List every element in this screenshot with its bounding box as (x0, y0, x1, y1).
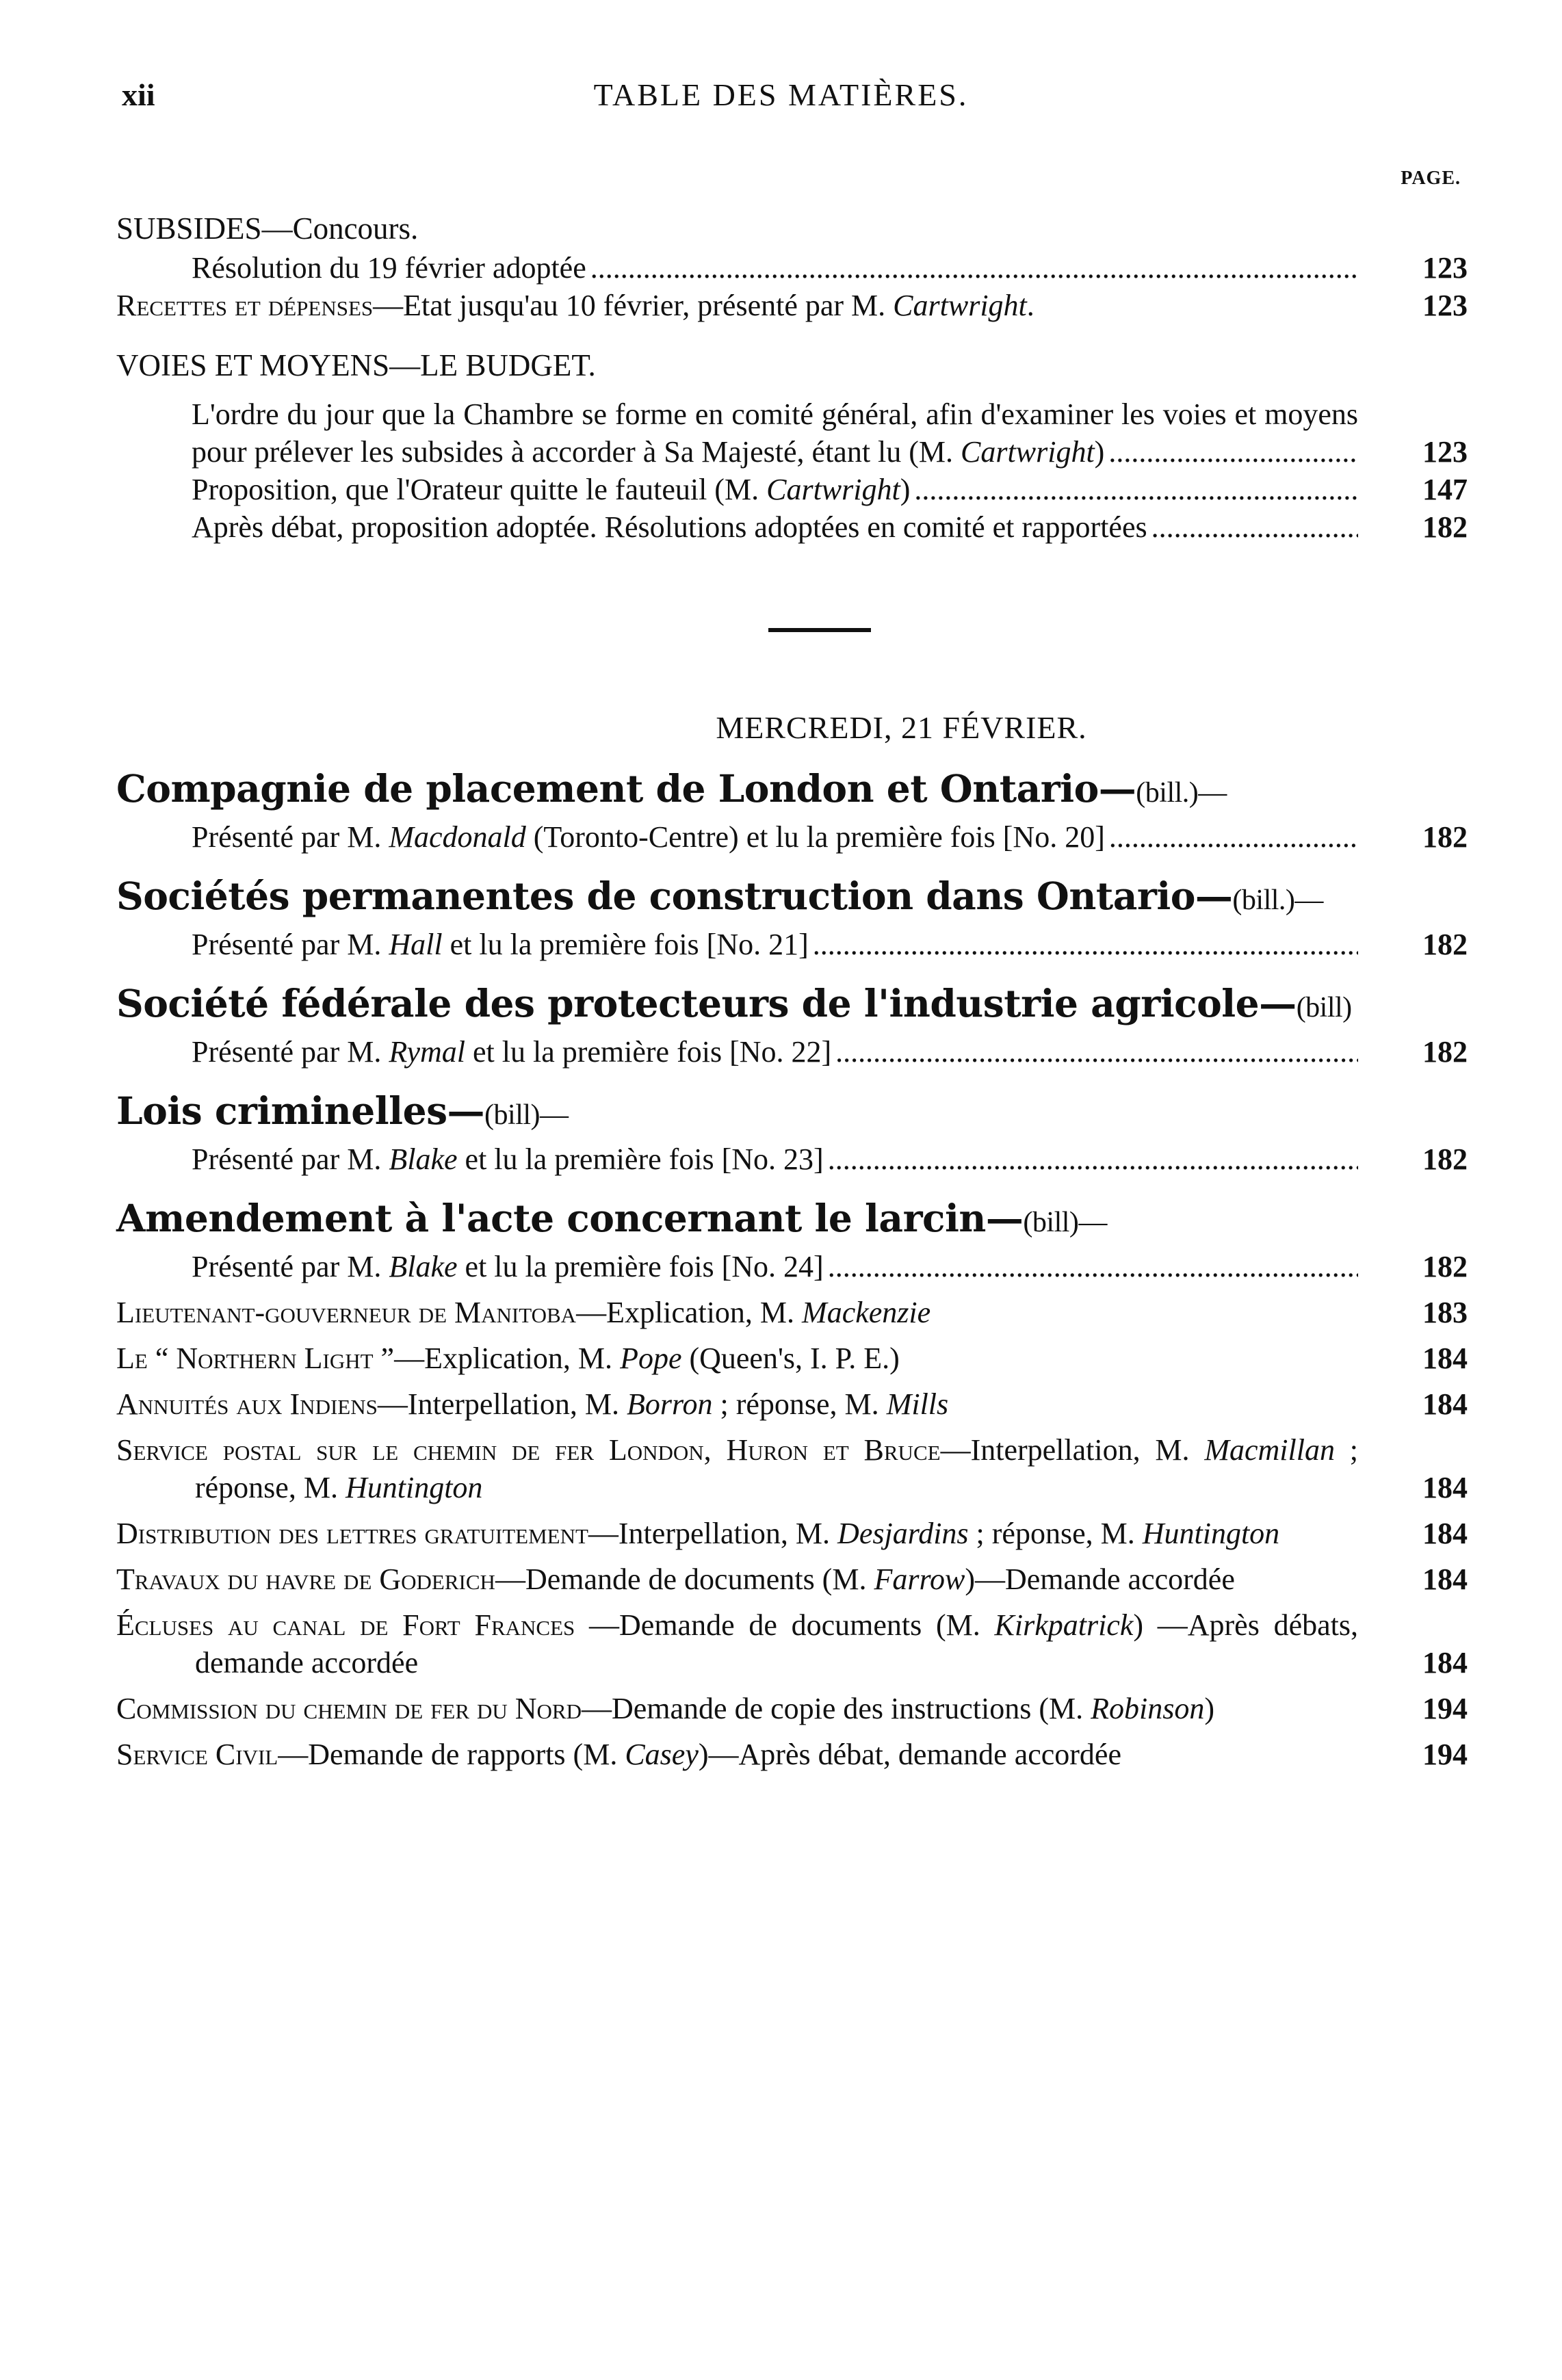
bill-title: Compagnie de placement de London et Ontario—(bill.)— (116, 766, 1227, 811)
toc-entry: Présenté par M. Hall et lu la première fois [No. 21] 182 (192, 926, 1468, 963)
toc-entry: Présenté par M. Blake et lu la première fois [No. 23] 182 (192, 1140, 1468, 1178)
page-ref: 182 (1422, 928, 1468, 961)
toc-entry: Écluses au canal de Fort Frances —Demande de documents (M. Kirkpatrick) —Après débats, demande accordée 184 (116, 1606, 1468, 1682)
bill-title: Amendement à l'acte concernant le larcin—(bill)— (116, 1196, 1107, 1240)
bill-title: Société fédérale des protecteurs de l'industrie agricole—(bill) (116, 981, 1352, 1025)
section-heading-voies: VOIES ET MOYENS—LE BUDGET. (116, 348, 596, 382)
toc-entry: Présenté par M. Macdonald (Toronto-Centre) et lu la première fois [No. 20] 182 (192, 818, 1468, 856)
page-ref: 147 (1422, 473, 1468, 506)
toc-entry: Commission du chemin de fer du Nord—Demande de copie des instructions (M. Robinson) 194 (116, 1690, 1468, 1727)
toc-entry: Présenté par M. Rymal et lu la première fois [No. 22] 182 (192, 1033, 1468, 1071)
toc-content (116, 205, 1468, 1773)
page-ref: 183 (1422, 1296, 1468, 1329)
toc-entry: Le “ Northern Light ”—Explication, M. Pope (Queen's, I. P. E.) 184 (116, 1339, 1468, 1377)
toc-entry: Présenté par M. Blake et lu la première fois [No. 24] 182 (192, 1248, 1468, 1285)
page-ref: 182 (1422, 820, 1468, 854)
toc-entry: Annuités aux Indiens—Interpellation, M. Borron ; réponse, M. Mills 184 (116, 1385, 1468, 1423)
toc-entry: L'ordre du jour que la Chambre se forme en comité général, afin d'examiner les voies et moyens pour prélever les subsides à accorder à Sa Majesté, étant lu (M. Cartwright) 123 (192, 395, 1468, 471)
page-ref: 182 (1422, 510, 1468, 544)
toc-entry: Après débat, proposition adoptée. Résolutions adoptées en comité et rapportées 182 (192, 508, 1468, 546)
toc-entry: Distribution des lettres gratuitement—Interpellation, M. Desjardins ; réponse, M. Huntington 184 (116, 1515, 1468, 1552)
toc-entry: Service Civil—Demande de rapports (M. Casey)—Après débat, demande accordée 194 (116, 1736, 1468, 1773)
page-ref: 123 (1422, 435, 1468, 469)
toc-entry: Proposition, que l'Orateur quitte le fauteuil (M. Cartwright) 147 (192, 471, 1468, 508)
toc-entry: Service postal sur le chemin de fer London, Huron et Bruce—Interpellation, M. Macmillan ; réponse, M. Huntington 184 (116, 1431, 1468, 1506)
page-ref: 182 (1422, 1250, 1468, 1283)
page-ref: 184 (1422, 1562, 1468, 1596)
section-divider (768, 628, 871, 632)
page-ref: 184 (1422, 1342, 1468, 1375)
bill-title: Sociétés permanentes de construction dans Ontario—(bill.)— (116, 874, 1323, 918)
page-ref: 123 (1422, 289, 1468, 322)
page-ref: 184 (1422, 1471, 1468, 1504)
toc-entry: Lieutenant-gouverneur de Manitoba—Explication, M. Mackenzie 183 (116, 1294, 1468, 1331)
page-ref: 123 (1422, 251, 1468, 285)
toc-entry: Recettes et dépenses—Etat jusqu'au 10 février, présenté par M. Cartwright. 123 (116, 287, 1468, 324)
section-heading-subsides: SUBSIDES—Concours. (116, 211, 419, 246)
page-ref: 194 (1422, 1692, 1468, 1725)
toc-entry: Travaux du havre de Goderich—Demande de documents (M. Farrow)—Demande accordée 184 (116, 1560, 1468, 1598)
date-heading: MERCREDI, 21 FÉVRIER. (716, 710, 1087, 745)
page-ref: 194 (1422, 1738, 1468, 1771)
page-ref: 184 (1422, 1646, 1468, 1679)
page-ref: 184 (1422, 1517, 1468, 1550)
page-ref: 184 (1422, 1387, 1468, 1421)
page-number: xii (122, 77, 155, 112)
page-ref: 182 (1422, 1035, 1468, 1069)
running-head (0, 77, 1562, 118)
toc-entry: Résolution du 19 février adoptée 123 (192, 249, 1468, 287)
page-title: TABLE DES MATIÈRES. (593, 77, 969, 112)
page-column-label: PAGE. (1401, 168, 1461, 189)
page-ref: 182 (1422, 1142, 1468, 1176)
bill-title: Lois criminelles—(bill)— (116, 1088, 569, 1133)
